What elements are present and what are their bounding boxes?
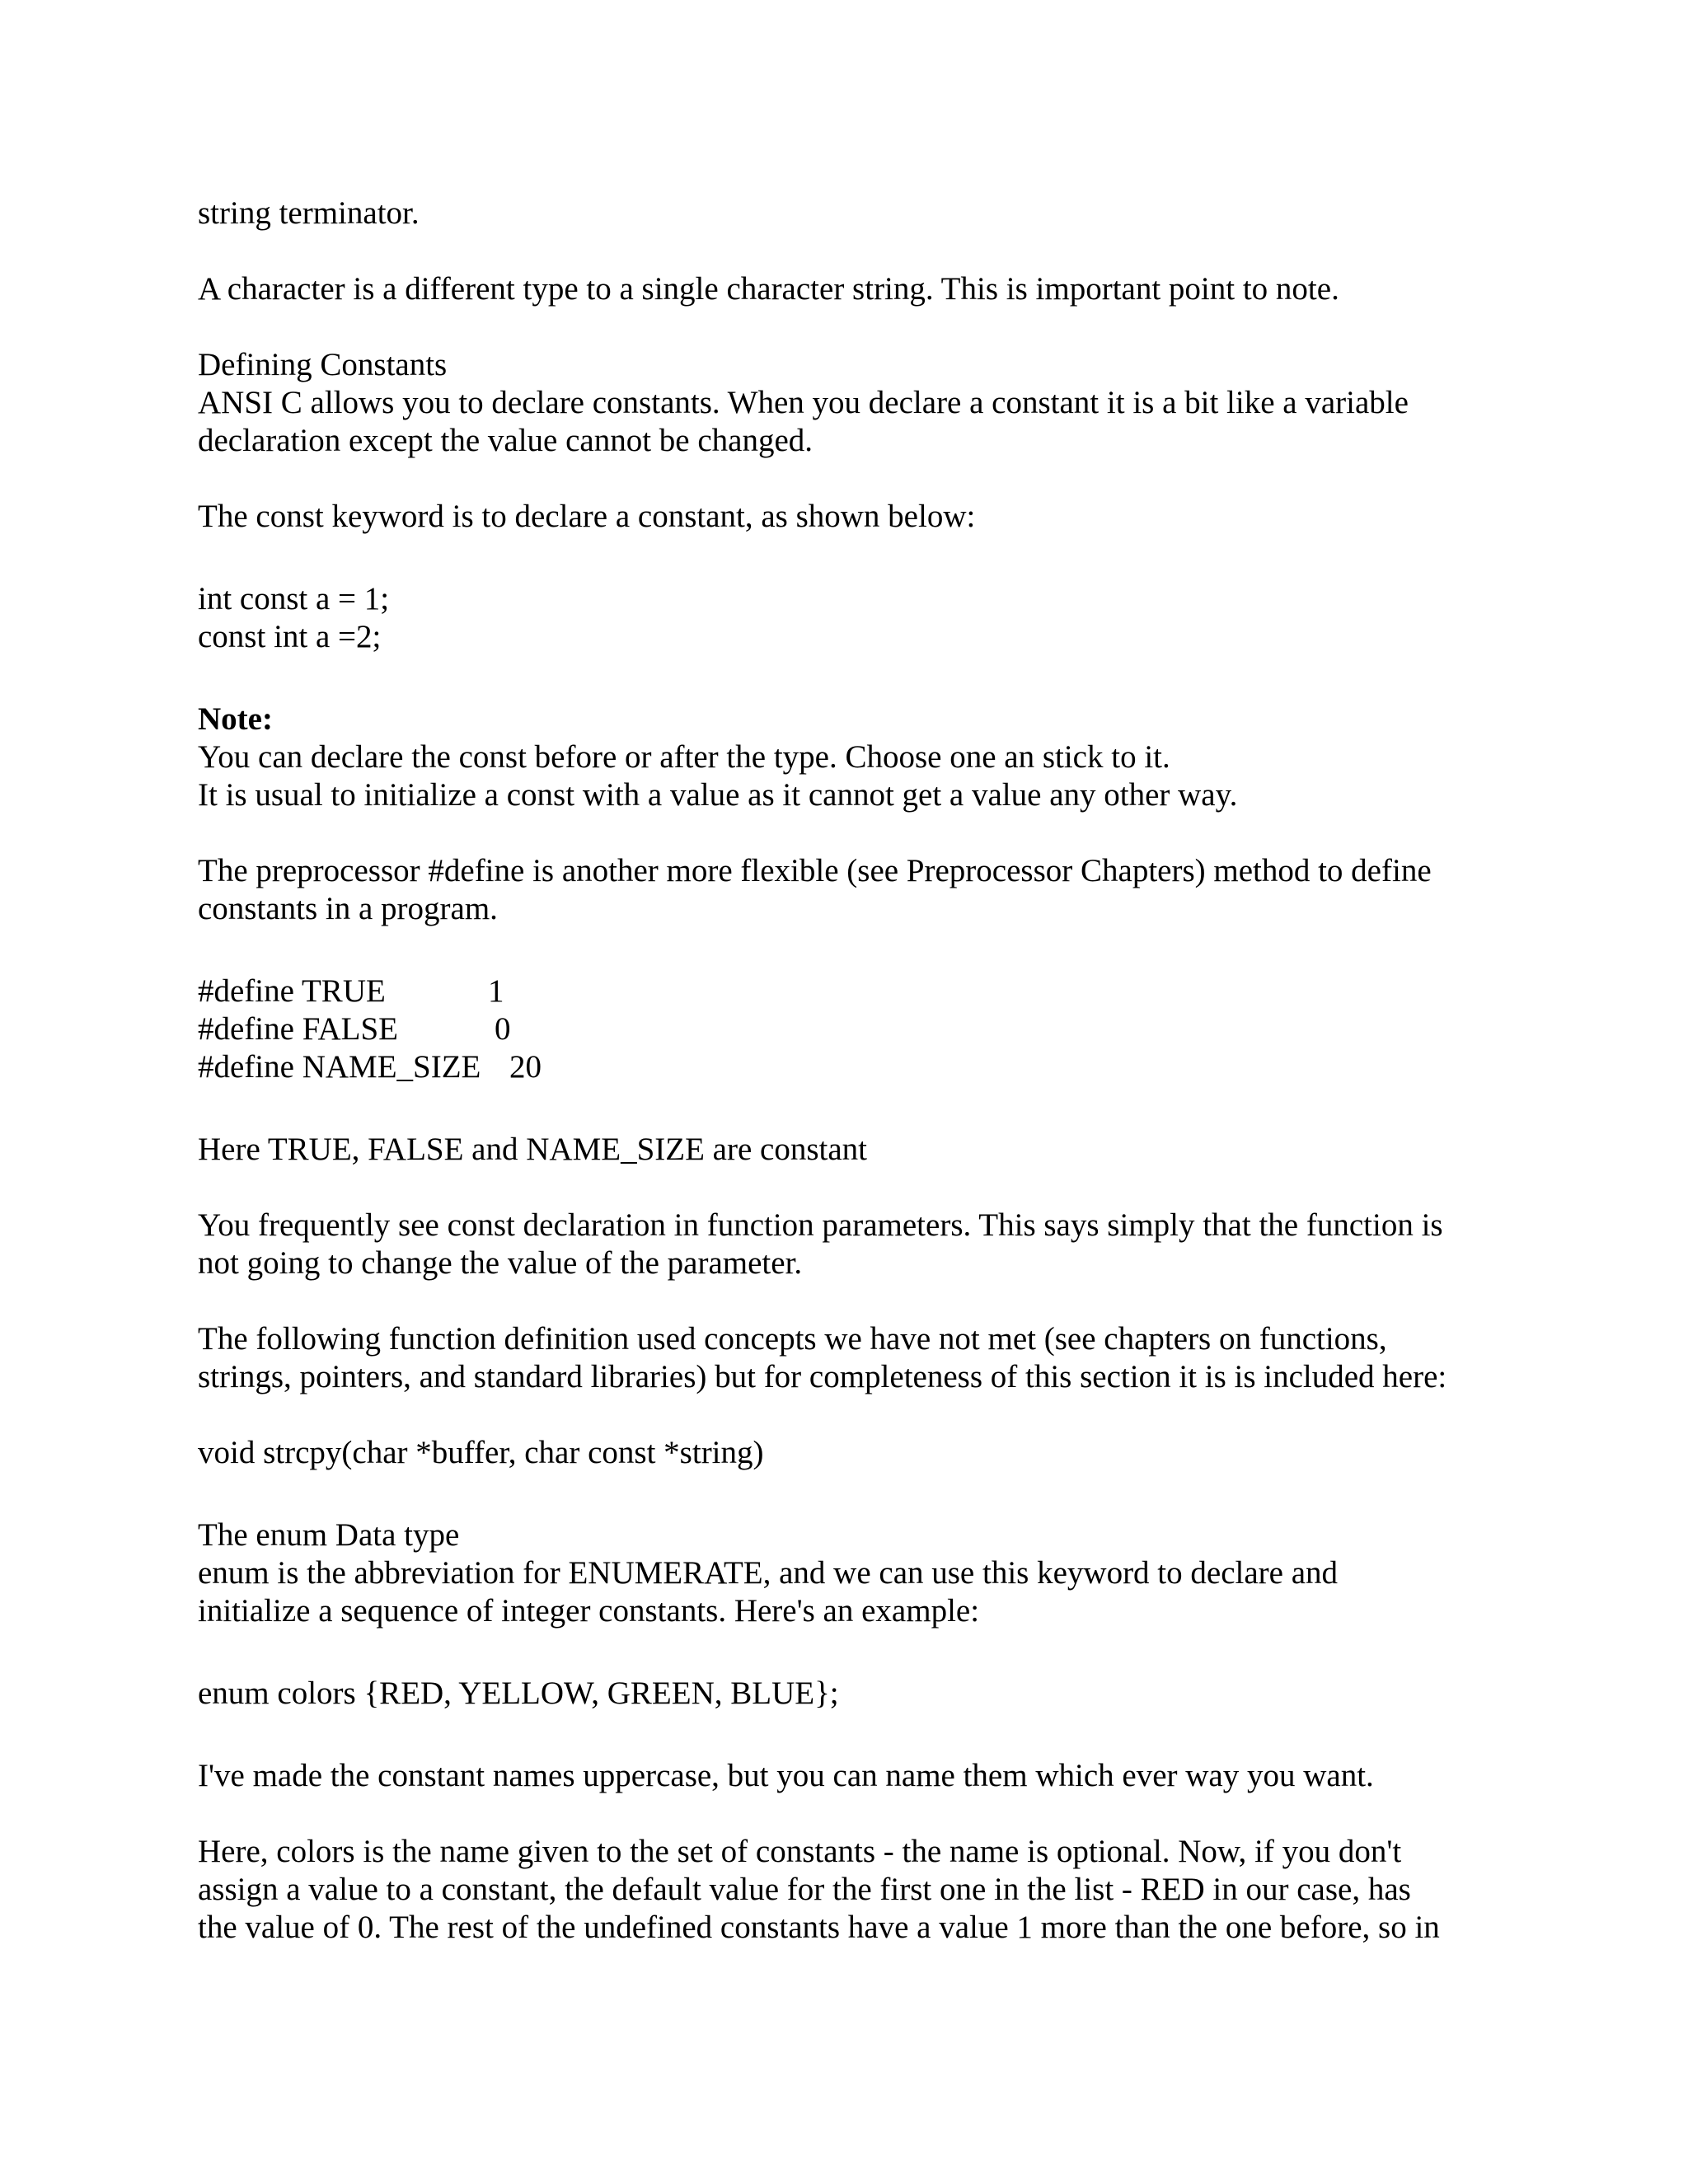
paragraph-uppercase: I've made the constant names uppercase, but you can name them which ever way you want. bbox=[198, 1758, 1374, 1793]
text-line: declaration except the value cannot be changed. bbox=[198, 423, 814, 458]
define-value: 20 bbox=[509, 1049, 542, 1085]
code-line: const int a =2; bbox=[198, 619, 382, 654]
define-value: 1 bbox=[488, 973, 504, 1009]
text-line: The following function definition used concepts we have not met (see chapters on functions, bbox=[198, 1321, 1387, 1357]
text-line: You frequently see const declaration in function parameters. This says simply that the function is bbox=[198, 1207, 1443, 1243]
define-name: #define FALSE bbox=[198, 1011, 398, 1047]
define-value: 0 bbox=[495, 1011, 511, 1047]
code-line: int const a = 1; bbox=[198, 581, 390, 616]
text-line: initialize a sequence of integer constants. Here's an example: bbox=[198, 1593, 980, 1629]
text-line: not going to change the value of the parameter. bbox=[198, 1245, 803, 1281]
code-enum: enum colors {RED, YELLOW, GREEN, BLUE}; bbox=[198, 1675, 839, 1711]
code-strcpy: void strcpy(char *buffer, char const *string) bbox=[198, 1435, 764, 1470]
paragraph-const-keyword: The const keyword is to declare a constant, as shown below: bbox=[198, 499, 976, 534]
text-line: constants in a program. bbox=[198, 891, 498, 926]
paragraph-string-terminator: string terminator. bbox=[198, 195, 420, 231]
define-name: #define NAME_SIZE bbox=[198, 1049, 481, 1085]
paragraph-constants-note: Here TRUE, FALSE and NAME_SIZE are constant bbox=[198, 1132, 867, 1167]
heading-enum-data-type: The enum Data type bbox=[198, 1517, 460, 1553]
paragraph-character-type: A character is a different type to a single character string. This is important point to note. bbox=[198, 271, 1339, 307]
text-line: ANSI C allows you to declare constants. When you declare a constant it is a bit like a variable bbox=[198, 385, 1409, 420]
text-line: strings, pointers, and standard libraries) but for completeness of this section it is is included here: bbox=[198, 1359, 1447, 1394]
define-name: #define TRUE bbox=[198, 973, 386, 1009]
text-line: assign a value to a constant, the default value for the first one in the list - RED in our case, has bbox=[198, 1872, 1411, 1907]
text-line: the value of 0. The rest of the undefined constants have a value 1 more than the one before, so in bbox=[198, 1910, 1440, 1945]
note-label: Note: bbox=[198, 701, 273, 737]
text-line: enum is the abbreviation for ENUMERATE, and we can use this keyword to declare and bbox=[198, 1555, 1339, 1591]
note-line: It is usual to initialize a const with a value as it cannot get a value any other way. bbox=[198, 777, 1238, 813]
text-line: Here, colors is the name given to the set of constants - the name is optional. Now, if you don't bbox=[198, 1834, 1402, 1869]
heading-defining-constants: Defining Constants bbox=[198, 347, 448, 382]
text-line: The preprocessor #define is another more flexible (see Preprocessor Chapters) method to define bbox=[198, 853, 1432, 888]
note-line: You can declare the const before or after the type. Choose one an stick to it. bbox=[198, 739, 1170, 775]
